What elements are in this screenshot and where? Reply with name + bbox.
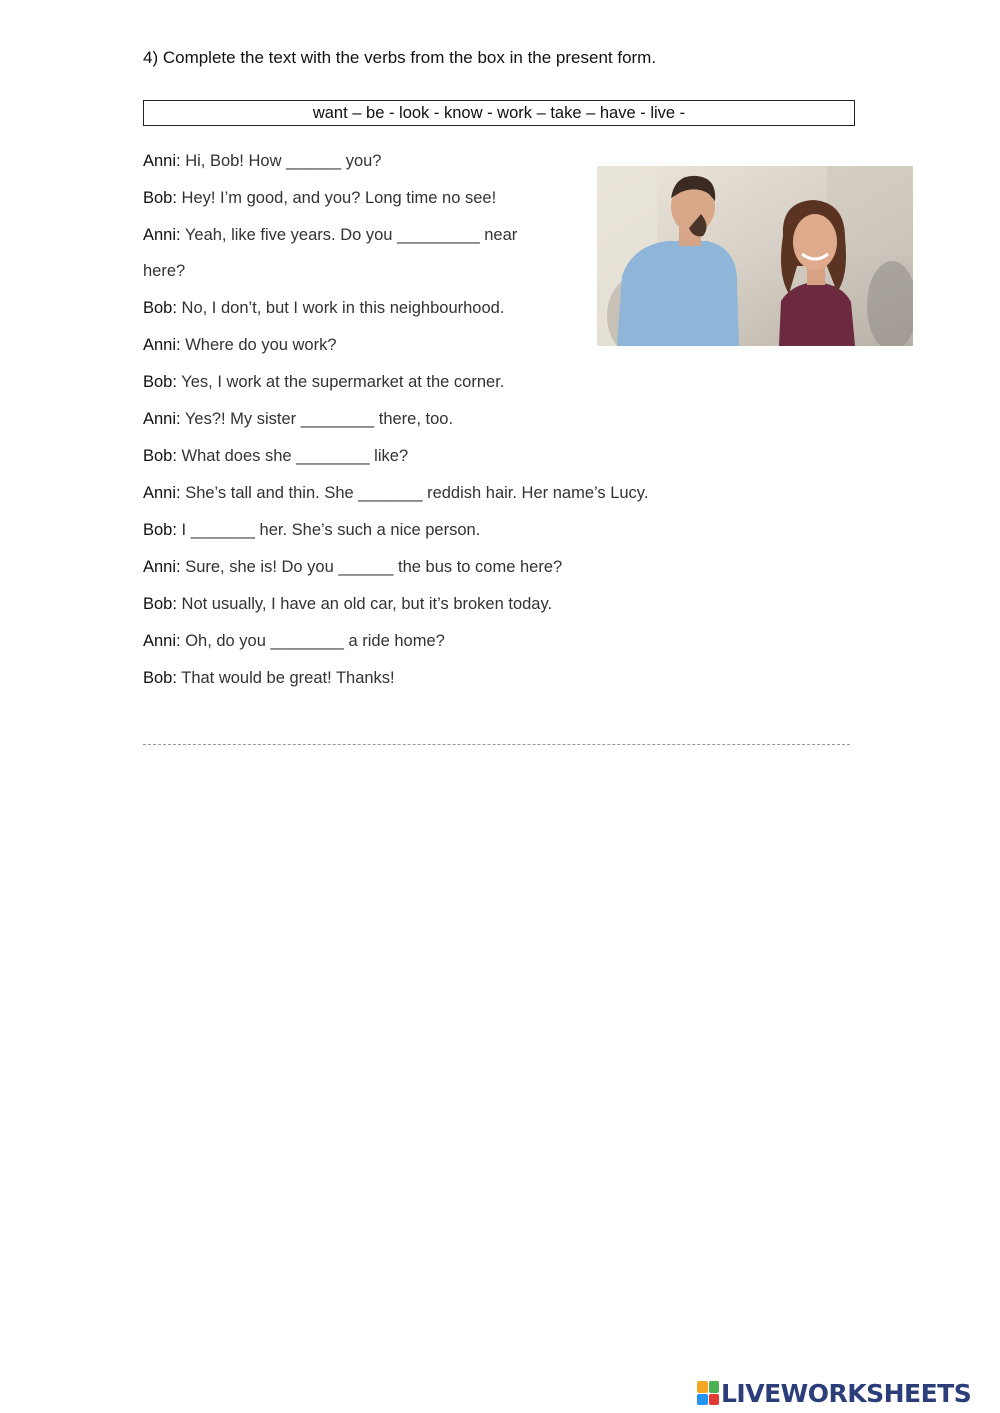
photo-illustration — [597, 166, 913, 346]
dialogue-line — [143, 595, 552, 614]
speaker-name: Anni: — [143, 558, 181, 576]
dialogue-line — [143, 410, 453, 429]
dialogue-line — [143, 189, 496, 208]
speaker-name: Anni: — [143, 226, 181, 244]
dialogue-line — [143, 521, 480, 540]
dialogue-line — [143, 336, 337, 355]
speaker-name: Bob: — [143, 595, 177, 613]
dialogue-line — [143, 152, 382, 171]
speaker-name: Anni: — [143, 632, 181, 650]
line-text: That would be great! Thanks! — [176, 669, 395, 687]
speaker-name: Bob: — [143, 299, 177, 317]
line-text: No, I don’t, but I work in this neighbourhood. — [176, 299, 505, 317]
two-people-photo — [597, 166, 913, 346]
speaker-name: Bob: — [143, 521, 177, 539]
logo-mark-icon — [697, 1381, 719, 1405]
liveworksheets-logo — [697, 1377, 971, 1409]
line-text: here? — [143, 262, 186, 280]
speaker-name: Anni: — [143, 484, 181, 502]
line-text: Yes, I work at the supermarket at the corner. — [176, 373, 505, 391]
dialogue-line — [143, 299, 504, 318]
dialogue-line — [143, 447, 408, 466]
line-text: Not usually, I have an old car, but it’s broken today. — [176, 595, 553, 613]
line-text: Oh, do you ________ a ride home? — [180, 632, 445, 650]
line-text: She’s tall and thin. She _______ reddish hair. Her name’s Lucy. — [180, 484, 649, 502]
line-text: I _______ her. She’s such a nice person. — [176, 521, 481, 539]
line-text: Hi, Bob! How ______ you? — [180, 152, 382, 170]
line-text: Yes?! My sister ________ there, too. — [180, 410, 454, 428]
dialogue-line — [143, 484, 648, 503]
verb-word-box: want – be - look - know - work – take – have - live - — [143, 100, 855, 126]
line-text: Hey! I’m good, and you? Long time no see! — [176, 189, 497, 207]
speaker-name: Bob: — [143, 669, 177, 687]
speaker-name: Anni: — [143, 336, 181, 354]
line-text: Where do you work? — [180, 336, 337, 354]
dialogue-line — [143, 373, 504, 392]
exercise-instruction: 4) Complete the text with the verbs from the box in the present form. — [143, 48, 657, 67]
dashed-divider — [143, 744, 850, 745]
speaker-name: Bob: — [143, 447, 177, 465]
dialogue-line — [143, 262, 185, 281]
logo-text: LIVEWORKSHEETS — [721, 1378, 972, 1408]
speaker-name: Bob: — [143, 189, 177, 207]
speaker-name: Anni: — [143, 152, 181, 170]
dialogue-line — [143, 558, 562, 577]
speaker-name: Anni: — [143, 410, 181, 428]
dialogue-line — [143, 226, 517, 245]
line-text: Sure, she is! Do you ______ the bus to come here? — [180, 558, 563, 576]
line-text: What does she ________ like? — [176, 447, 409, 465]
dialogue-line — [143, 669, 395, 688]
line-text: Yeah, like five years. Do you _________ near — [180, 226, 518, 244]
speaker-name: Bob: — [143, 373, 177, 391]
dialogue-line — [143, 632, 445, 651]
